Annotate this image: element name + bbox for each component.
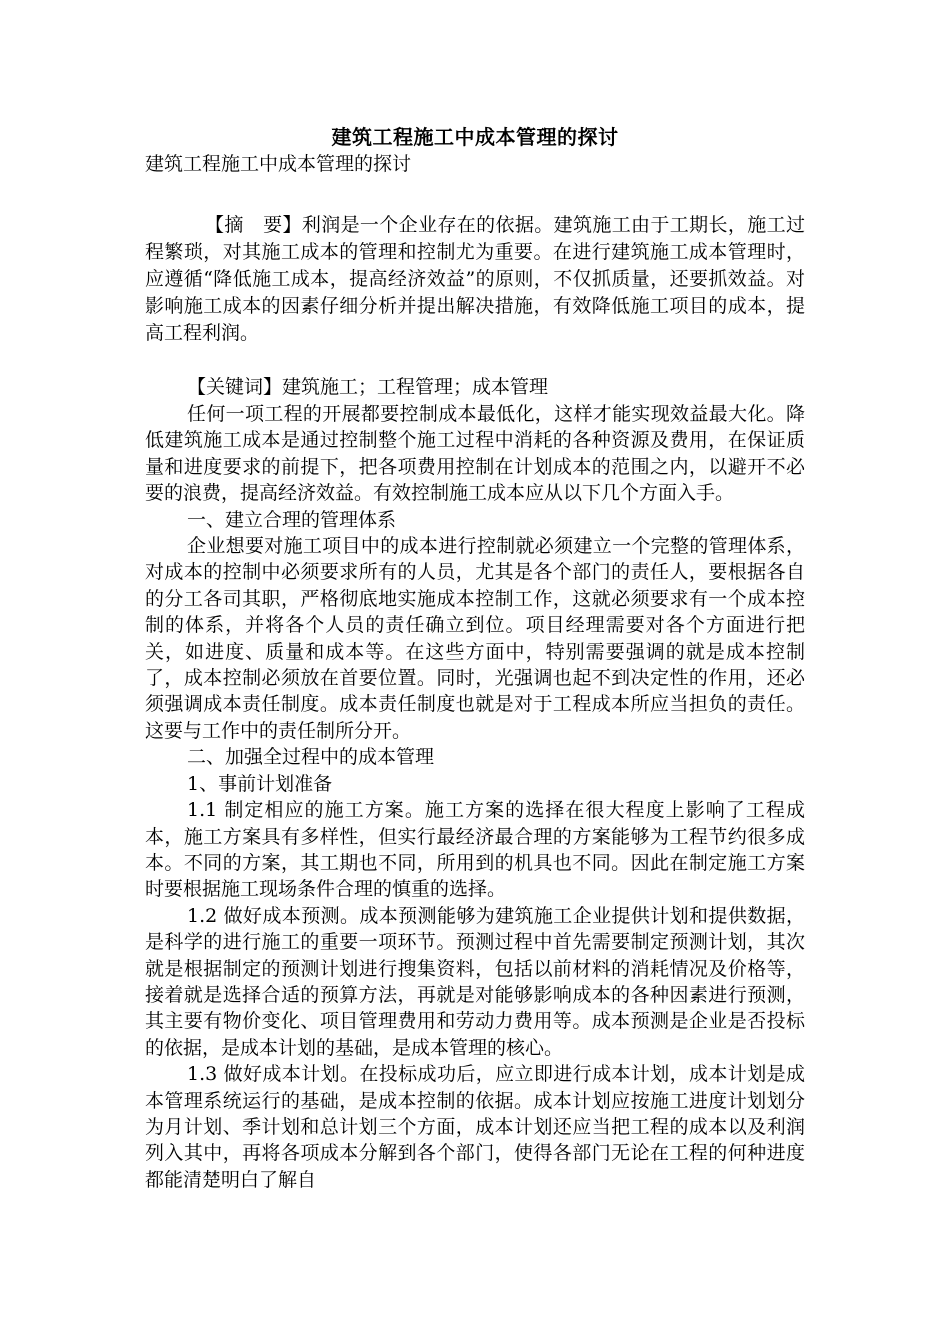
body-paragraph-intro: 任何一项工程的开展都要控制成本最低化，这样才能实现效益最大化。降低建筑施工成本是通过控制整个施工过程中消耗的各种资源及费用，在保证质量和进度要求的前提下，把各项费用控制在计划成本的范围之内，以避开不必要的浪费，提高经济效益。有效控制施工成本应从以下几个方面入手。: [145, 403, 805, 505]
subsection-heading-1: 1、事前计划准备: [187, 772, 333, 795]
body-paragraph-1-1: 1.1 制定相应的施工方案。施工方案的选择在很大程度上影响了工程成本，施工方案具有多样性，但实行最经济最合理的方案能够为工程节约很多成本。不同的方案，其工期也不同，所用到的机具也不同。因此在制定施工方案时要根据施工现场条件合理的慎重的选择。: [145, 799, 805, 901]
abstract-paragraph: 【摘 要】利润是一个企业存在的依据。建筑施工由于工期长，施工过程繁琐，对其施工成本的管理和控制尤为重要。在进行建筑施工成本管理时，应遵循“降低施工成本，提高经济效益”的原则，不仅抓质量，还要抓效益。对影响施工成本的因素仔细分析并提出解决措施，有效降低施工项目的成本，提高工程利润。: [145, 214, 805, 344]
section-heading-2: 二、加强全过程中的成本管理: [187, 746, 435, 769]
section-heading-1: 一、建立合理的管理体系: [187, 508, 397, 531]
body-paragraph-1-2: 1.2 做好成本预测。成本预测能够为建筑施工企业提供计划和提供数据，是科学的进行施工的重要一项环节。预测过程中首先需要制定预测计划，其次就是根据制定的预测计划进行搜集资料，包括以前材料的消耗情况及价格等，接着就是选择合适的预算方法，再就是对能够影响成本的各种因素进行预测，其主要有物价变化、项目管理费用和劳动力费用等。成本预测是企业是否投标的依据，是成本计划的基础，是成本管理的核心。: [145, 904, 805, 1059]
document-subtitle: 建筑工程施工中成本管理的探讨: [145, 153, 412, 175]
keywords-line: 【关键词】建筑施工；工程管理；成本管理: [187, 376, 549, 398]
document-title: 建筑工程施工中成本管理的探讨: [331, 125, 619, 149]
document-page: [145, 124, 805, 1193]
body-paragraph-1-3: 1.3 做好成本计划。在投标成功后，应立即进行成本计划，成本计划是成本管理系统运行的基础，是成本控制的依据。成本计划应按施工进度计划划分为月计划、季计划和总计划三个方面，成本计划还应当把工程的成本以及利润列入其中，再将各项成本分解到各个部门，使得各部门无论在工程的何种进度都能清楚明白了解自: [145, 1063, 805, 1191]
body-paragraph-management-system: 企业想要对施工项目中的成本进行控制就必须建立一个完整的管理体系，对成本的控制中必须要求所有的人员，尤其是各个部门的责任人，要根据各自的分工各司其职，严格彻底地实施成本控制工作，这就必须要求有一个成本控制的体系，并将各个人员的责任确立到位。项目经理需要对各个方面进行把关，如进度、质量和成本等。在这些方面中，特别需要强调的就是成本控制了，成本控制必须放在首要位置。同时，光强调也起不到决定性的作用，还必须强调成本责任制度。成本责任制度也就是对于工程成本所应当担负的责任。这要与工作中的责任制所分开。: [145, 535, 805, 742]
